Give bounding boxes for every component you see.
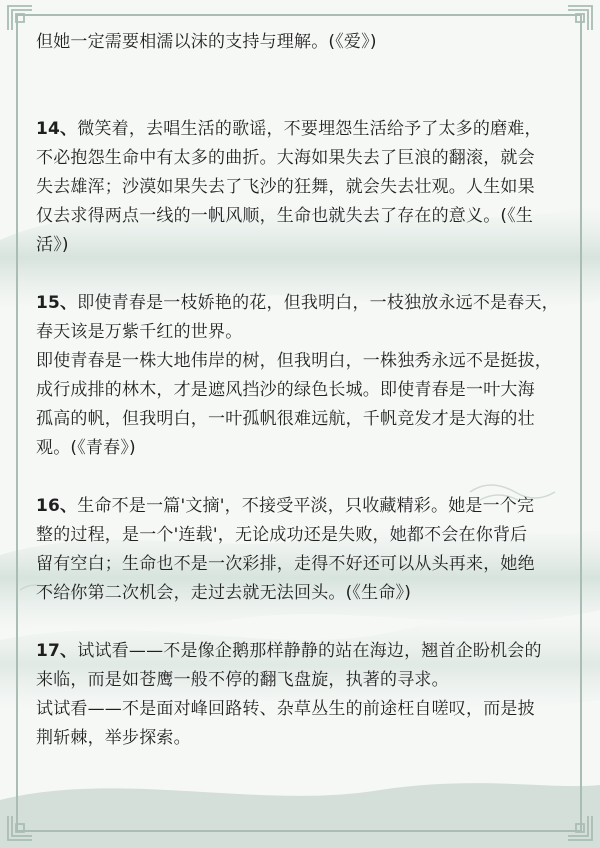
text-line: 整的过程，是一个'连载'，无论成功还是失败，她都不会在你背后 <box>36 525 528 545</box>
section-14 <box>36 115 566 260</box>
text-line: 留有空白；生命也不是一次彩排，走得不好还可以从头再来，她绝 <box>36 554 535 574</box>
corner-ornament-icon <box>566 814 594 842</box>
text-line: 即使青春是一株大地伟岸的树，但我明白，一株独秀永远不是挺拔， <box>36 351 552 371</box>
text-line: 微笑着，去唱生活的歌谣，不要埋怨生活给予了太多的磨难， <box>77 119 542 139</box>
section-number: 16、 <box>36 496 78 516</box>
text-line: 孤高的帆，但我明白，一叶孤帆很难远航，千帆竞发才是大海的壮 <box>36 409 535 429</box>
text-line: 活》) <box>36 235 69 255</box>
corner-ornament-icon <box>6 4 34 32</box>
text-line: 失去雄浑；沙漠如果失去了飞沙的狂舞，就会失去壮观。人生如果 <box>36 177 535 197</box>
corner-ornament-icon <box>6 814 34 842</box>
corner-ornament-icon <box>566 4 594 32</box>
text-line: 即使青春是一枝娇艳的花，但我明白，一枝独放永远不是春天， <box>77 293 559 313</box>
intro-line: 但她一定需要相濡以沫的支持与理解。(《爱》) <box>36 32 377 52</box>
section-number: 15、 <box>36 293 78 313</box>
section-number: 17、 <box>36 641 78 661</box>
text-line: 试试看——不是面对峰回路转、杂草丛生的前途枉自嗟叹，而是披 <box>36 699 535 719</box>
text-line: 不必抱怨生命中有太多的曲折。大海如果失去了巨浪的翻滚，就会 <box>36 148 535 168</box>
section-number: 14、 <box>36 119 78 139</box>
text-line: 观。(《青春》) <box>36 438 136 458</box>
article-body <box>36 28 566 753</box>
text-line: 来临，而是如苍鹰一般不停的翻飞盘旋，执著的寻求。 <box>36 670 449 690</box>
section-15 <box>36 289 566 463</box>
section-16 <box>36 492 566 608</box>
text-line: 仅去求得两点一线的一帆风顺，生命也就失去了存在的意义。(《生 <box>36 206 534 226</box>
text-line: 试试看——不是像企鹅那样静静的站在海边，翘首企盼机会的 <box>77 641 542 661</box>
text-line: 不给你第二次机会，走过去就无法回头。(《生命》) <box>36 583 412 603</box>
section-17 <box>36 637 566 753</box>
text-line: 荆斩棘，举步探索。 <box>36 728 191 748</box>
text-line: 春天该是万紫千红的世界。 <box>36 322 243 342</box>
text-line: 成行成排的林木，才是遮风挡沙的绿色长城。即使青春是一叶大海 <box>36 380 535 400</box>
text-line: 生命不是一篇'文摘'，不接受平淡，只收藏精彩。她是一个完 <box>77 496 535 516</box>
